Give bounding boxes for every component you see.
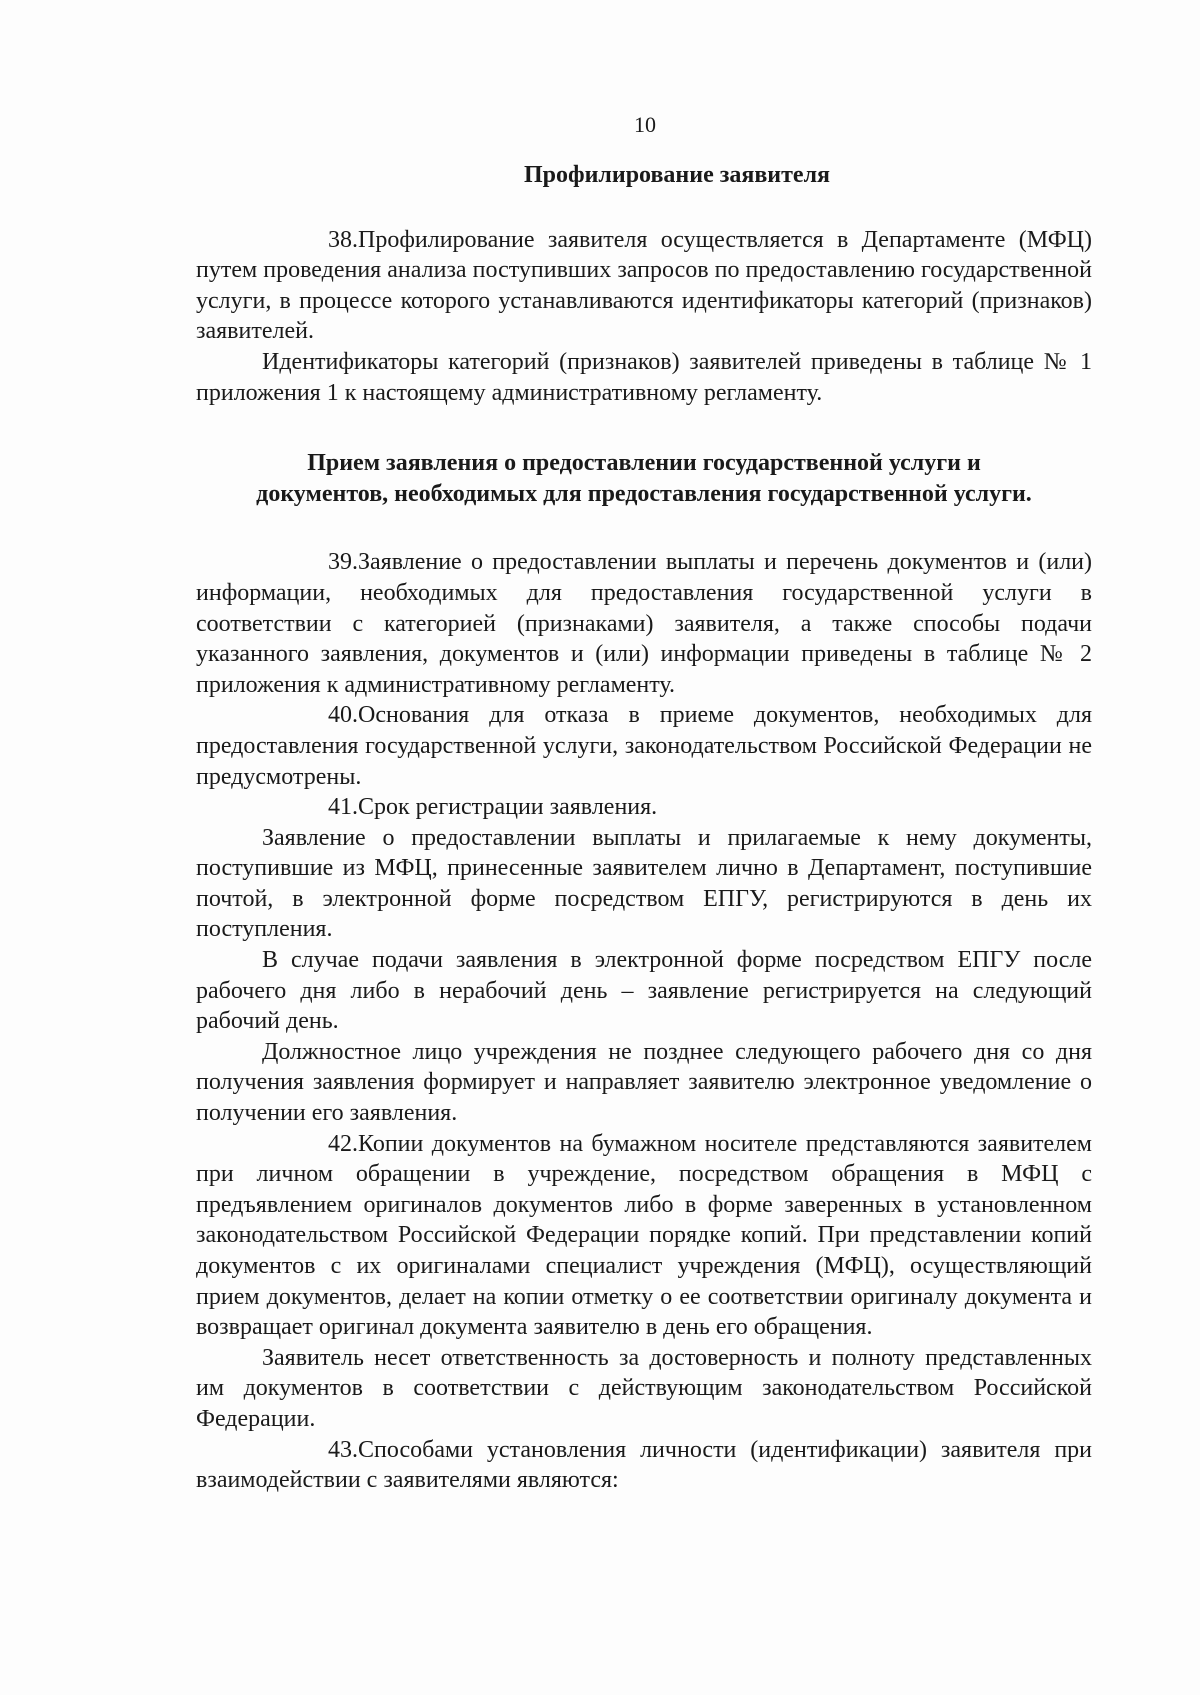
document-body	[196, 160, 1092, 1496]
section-title-reception	[196, 448, 1092, 509]
paragraph-41-electronic: В случае подачи заявления в электронной форме посредством ЕПГУ после рабочего дня либо в нерабочий день – заявление регистрируется на следующий рабочий день.	[196, 947, 1092, 1035]
paragraph-number: 41.	[328, 794, 358, 821]
paragraph-number: 38.	[328, 226, 358, 253]
paragraph-42-responsibility: Заявитель несет ответственность за достоверность и полноту представленных им документов в соответствии с действующим законодательством Российской Федерации.	[196, 1344, 1092, 1432]
paragraph-43	[196, 1435, 1092, 1496]
section-title-line-1: Прием заявления о предоставлении государственной услуги и	[307, 450, 981, 477]
paragraph-41-notification: Должностное лицо учреждения не позднее следующего рабочего дня со дня получения заявления формирует и направляет заявителю электронное уведомление о получении его заявления.	[196, 1038, 1092, 1127]
paragraph-number: 40.	[328, 702, 358, 729]
paragraph-number: 39.	[328, 549, 358, 576]
paragraph-41	[196, 792, 1092, 823]
paragraph-38	[196, 225, 1092, 347]
paragraph-text: Копии документов на бумажном носителе представляются заявителем при личном обращении в учреждение, посредством обращения в МФЦ с предъявлением оригиналов документов либо в форме заверенных в установленном законодательством Российской Федерации порядке копий. При представлении копий документов с их оригиналами специалист учреждения (МФЦ), осуществляющий прием документов, делает на копии отметку о ее соответствии оригиналу документа и возвращает оригинал документа заявителю в день его обращения.	[196, 1130, 1092, 1341]
paragraph-number: 43.	[328, 1436, 358, 1463]
paragraph-38-continued: Идентификаторы категорий (признаков) заявителей приведены в таблице № 1 приложения 1 к настоящему административному регламенту.	[196, 348, 1092, 406]
section-title-profiling: Профилирование заявителя	[523, 162, 831, 188]
paragraph-text: Заявление о предоставлении выплаты и перечень документов и (или) информации, необходимых для предоставления государственной услуги в соответствии с категорией (признаками) заявителя, а также способы подачи указанного заявления, документов и (или) информации приведены в таблице № 2 приложения к административному регламенту.	[196, 549, 1092, 698]
paragraph-text: Основания для отказа в приеме документов, необходимых для предоставления государственной услуги, законодательством Российской Федерации не предусмотрены.	[196, 702, 1092, 790]
page-number: 10	[634, 112, 656, 137]
paragraph-text: Срок регистрации заявления.	[358, 794, 658, 821]
section-title-line-2: документов, необходимых для предоставления государственной услуги.	[256, 480, 1032, 507]
paragraph-text: Профилирование заявителя осуществляется в Департаменте (МФЦ) путем проведения анализа поступивших запросов по предоставлению государственной услуги, в процессе которого устанавливаются идентификаторы категорий (признаков) заявителей.	[196, 226, 1092, 345]
paragraph-42	[196, 1129, 1092, 1343]
paragraph-40	[196, 700, 1092, 792]
paragraph-text: Способами установления личности (идентификации) заявителя при взаимодействии с заявителями являются:	[196, 1436, 1092, 1494]
paragraph-number: 42.	[328, 1130, 358, 1157]
paragraph-39	[196, 547, 1092, 700]
paragraph-41-registration: Заявление о предоставлении выплаты и прилагаемые к нему документы, поступившие из МФЦ, принесенные заявителем лично в Департамент, поступившие почтой, в электронной форме посредством ЕПГУ, регистрируются в день их поступления.	[196, 824, 1092, 943]
